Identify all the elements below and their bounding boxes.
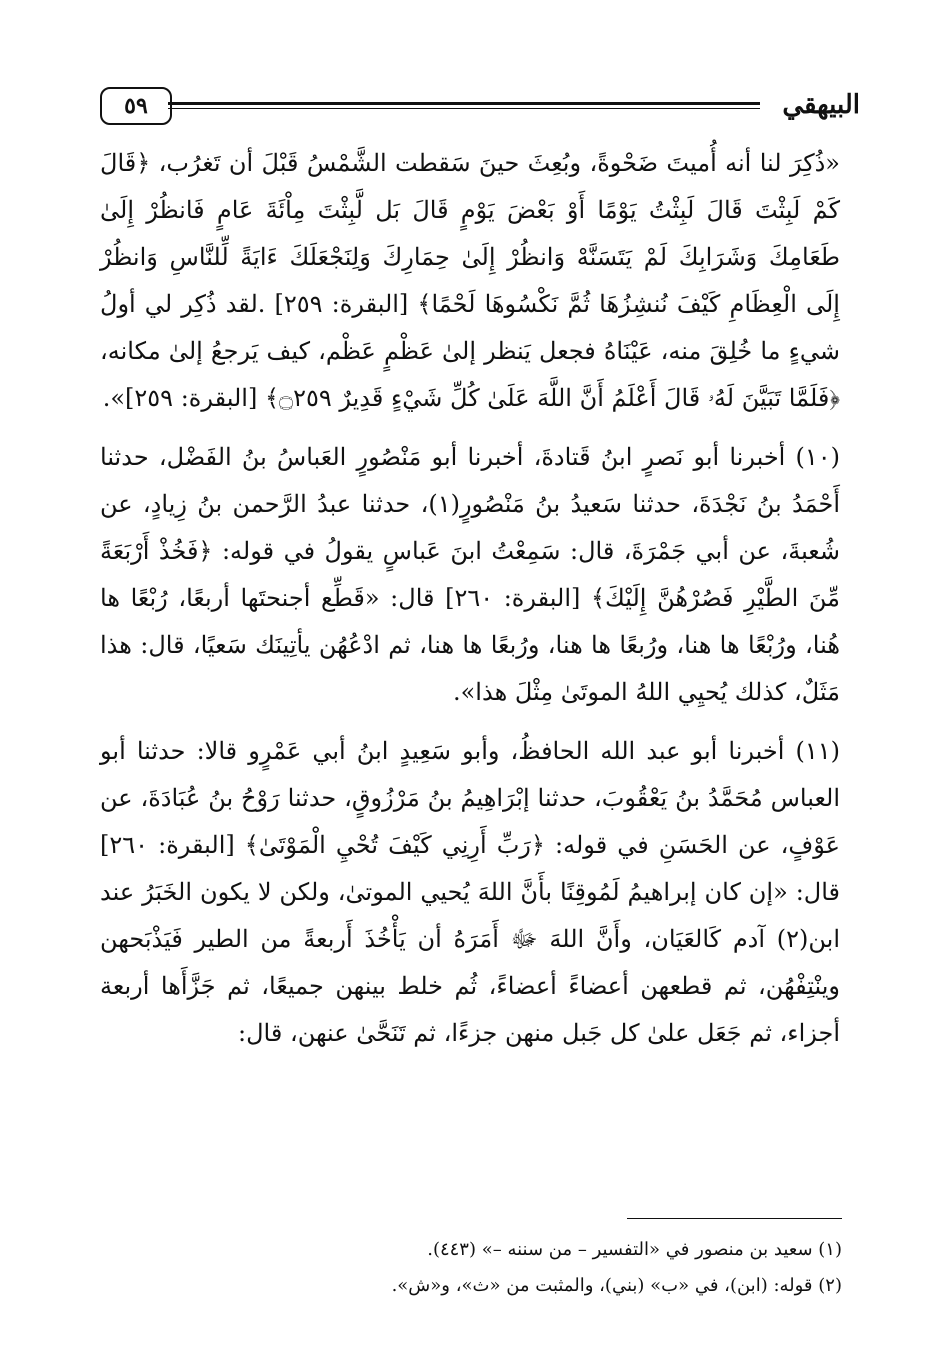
paragraph-10: (١٠) أخبرنا أبو نَصرٍ ابنُ قَتادةَ، أخبرنا أبو مَنْصُورٍ العَباسُ بنُ الفَضْل، حدثنا أَحْمَدُ بنُ نَجْدَةَ، حدثنا سَعيدُ بنُ مَنْصُورٍ(١)، حدثنا عبدُ الرَّحمن بنُ زِيادٍ، عن شُعبةَ، عن أبي جَمْرَةَ، قال: سَمِعْتُ ابنَ عَباسٍ يقولُ في قوله: ﴿فَخُذْ أَرْبَعَةً مِّنَ الطَّيْرِ فَصُرْهُنَّ إِلَيْكَ﴾ [البقرة: ٢٦٠] قال: «قَطِّع أجنحتَها أربعًا، رُبْعًا ها هُنا، ورُبْعًا ها هنا، ورُبعًا ها هنا، ورُبعًا ها هنا، ثم ادْعُهُن يأتِينَك سَعيًا، قال: هذا مَثَلٌ، كذلك يُحيِي اللهُ الموتَىٰ مِثْلَ هذا». — [100, 443, 840, 706]
header-rule — [168, 102, 760, 109]
footnote-2: (٢) قوله: (ابن)، في «ب» (بني)، والمثبت من «ث»، و«ش». — [391, 1275, 842, 1296]
footnote-1: (١) سعيد بن منصور في «التفسير – من سننه –» (٤٤٣). — [427, 1239, 842, 1260]
page-number: ٥٩ — [100, 87, 172, 125]
paragraph-11: (١١) أخبرنا أبو عبد الله الحافظُ، وأبو سَعِيدٍ ابنُ أبي عَمْرٍو قالا: حدثنا أبو العباس مُحَمَّدُ بنُ يَعْقُوبَ، حدثنا إبْرَاهِيمُ بنُ مَرْزُوقٍ، حدثنا رَوْحُ بنُ عُبَادَةَ، عن عَوْفٍ، عن الحَسَنِ في قوله: ﴿رَبِّ أَرِنِي كَيْفَ تُحْيِ الْمَوْتَىٰ﴾ [البقرة: ٢٦٠] قال: «إن كان إبراهيمُ لَمُوقِنًا بأَنَّ اللهَ يُحيي الموتىٰ، ولكن لا يكون الخَبَرُ عند ابن(٢) آدم كَالعَيَان، وأَنَّ اللهَ ﷻ أَمَرَهُ أن يَأْخُذَ أَربعةً من الطير فَيَذْبَحهن وينْتِفْهُن، ثم قطعهن أعضاءً أعضاءً، ثُم خلط بينهن جميعًا، ثم جَزَّأَها أربعة أجزاء، ثم جَعَل علىٰ كل جَبل منهن جزءًا، ثم تَنَحَّىٰ عنهن، قال: — [100, 737, 840, 1047]
footnote-divider — [627, 1218, 842, 1219]
paragraph-continuation: «ذُكِرَ لنا أنه أُميتَ ضَحْوةً، وبُعِثَ حينَ سَقطت الشَّمْسُ قَبْلَ أن تَغرُب، ﴿قَالَ كَمْ لَبِثْتَ قَالَ لَبِثْتُ يَوْمًا أَوْ بَعْضَ يَوْمٍ قَالَ بَل لَّبِثْتَ مِاْئَةَ عَامٍ فَانظُرْ إِلَىٰ طَعَامِكَ وَشَرَابِكَ لَمْ يَتَسَنَّهْ وَانظُرْ إِلَىٰ حِمَارِكَ وَلِنَجْعَلَكَ ءَايَةً لِّلنَّاسِ وَانظُرْ إِلَى الْعِظَامِ كَيْفَ نُنشِزُهَا ثُمَّ نَكْسُوهَا لَحْمًا﴾ [البقرة: ٢٥٩] .لقد ذُكِر لي أولُ شيءٍ ما خُلِقَ منه، عَيْنَاهُ فجعل يَنظر إلىٰ عَظْمٍ عَظْم، كيف يَرجعُ إلىٰ مكانه، ﴿فَلَمَّا تَبَيَّنَ لَهُۥ قَالَ أَعْلَمُ أَنَّ اللَّهَ عَلَىٰ كُلِّ شَيْءٍ قَدِيرٌ ۝٢٥٩﴾ [البقرة: ٢٥٩]». — [100, 149, 840, 412]
footnotes — [102, 1232, 842, 1304]
main-text — [100, 140, 840, 1069]
page-header — [100, 85, 860, 125]
book-title: البيهقي — [782, 90, 860, 120]
